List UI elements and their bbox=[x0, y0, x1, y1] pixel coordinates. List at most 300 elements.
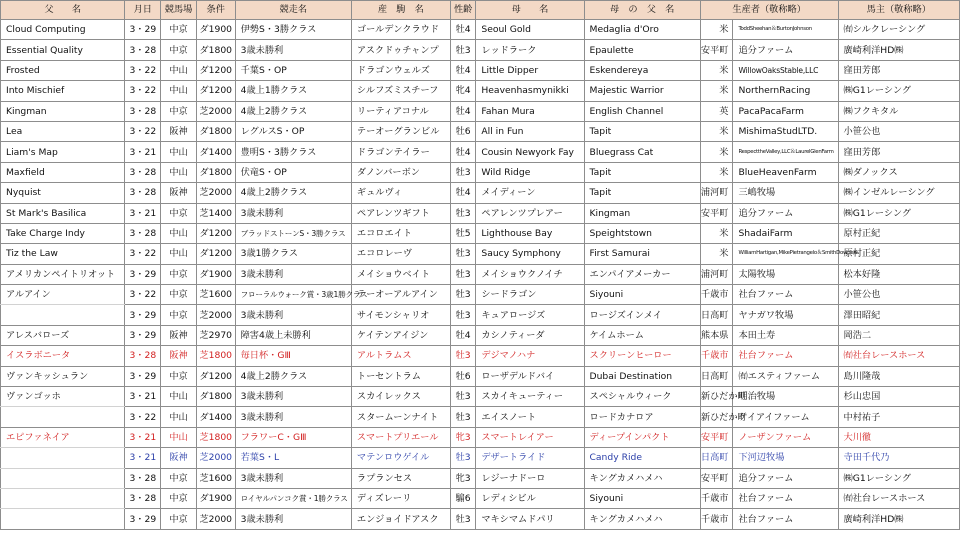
race-name-cell: レグルスS・OP bbox=[235, 121, 351, 141]
condition-cell: 芝1800 bbox=[196, 346, 235, 366]
dam-sire-cell: ケイムホーム bbox=[584, 325, 700, 345]
sex-age-cell: 牝3 bbox=[450, 427, 476, 447]
breeder-cell: 社台ファーム bbox=[733, 509, 838, 529]
owner-cell: ㈱インゼルレーシング bbox=[838, 183, 959, 203]
region-cell: 千歳市 bbox=[700, 509, 733, 529]
region-cell: 英 bbox=[700, 101, 733, 121]
dam-sire-cell: キングカメハメハ bbox=[584, 509, 700, 529]
region-cell: 浦河町 bbox=[700, 183, 733, 203]
sire-cell: Take Charge Indy bbox=[1, 223, 125, 243]
date-cell: 3・28 bbox=[125, 162, 161, 182]
region-cell: 米 bbox=[700, 142, 733, 162]
track-cell: 中京 bbox=[161, 264, 197, 284]
table-row bbox=[1, 468, 960, 488]
track-cell: 中京 bbox=[161, 101, 197, 121]
condition-cell: 芝2970 bbox=[196, 325, 235, 345]
sex-age-cell: 騸6 bbox=[450, 488, 476, 508]
track-cell: 阪神 bbox=[161, 448, 197, 468]
sex-age-cell: 牡4 bbox=[450, 142, 476, 162]
owner-cell: 大川徹 bbox=[838, 427, 959, 447]
breeder-cell: BlueHeavenFarm bbox=[733, 162, 838, 182]
date-cell: 3・29 bbox=[125, 305, 161, 325]
condition-cell: 芝2000 bbox=[196, 183, 235, 203]
breeder-cell: ヤナガワ牧場 bbox=[733, 305, 838, 325]
sex-age-cell: 牡4 bbox=[450, 60, 476, 80]
horse-name-cell: アスクドゥチャンプ bbox=[351, 40, 450, 60]
dam-sire-cell: Medaglia d'Oro bbox=[584, 20, 700, 40]
track-cell: 中山 bbox=[161, 427, 197, 447]
header-dam: 母 名 bbox=[476, 1, 584, 20]
owner-cell: 寺田千代乃 bbox=[838, 448, 959, 468]
table-row bbox=[1, 387, 960, 407]
race-name-cell: 4歳上2勝クラス bbox=[235, 101, 351, 121]
sire-cell: Kingman bbox=[1, 101, 125, 121]
dam-name-cell: All in Fun bbox=[476, 121, 584, 141]
breeder-cell: WillowOaksStable,LLC bbox=[733, 60, 838, 80]
breeder-cell: WilliamHartigan,MikePietrangelo＆SmithDowners bbox=[733, 244, 838, 264]
header-owner: 馬主（敬称略） bbox=[838, 1, 959, 20]
dam-sire-cell: ディープインパクト bbox=[584, 427, 700, 447]
track-cell: 阪神 bbox=[161, 346, 197, 366]
condition-cell: ダ1900 bbox=[196, 20, 235, 40]
horse-name-cell: ギュルヴィ bbox=[351, 183, 450, 203]
race-name-cell: 豊明S・3勝クラス bbox=[235, 142, 351, 162]
race-name-cell: 伊勢S・3勝クラス bbox=[235, 20, 351, 40]
header-horse: 産 駒 名 bbox=[351, 1, 450, 20]
region-cell: 米 bbox=[700, 121, 733, 141]
race-name-cell: 3歳未勝利 bbox=[235, 305, 351, 325]
owner-cell: 窪田芳郎 bbox=[838, 142, 959, 162]
condition-cell: 芝2000 bbox=[196, 101, 235, 121]
track-cell: 中京 bbox=[161, 285, 197, 305]
condition-cell: ダ1200 bbox=[196, 60, 235, 80]
dam-name-cell: スマートレイアー bbox=[476, 427, 584, 447]
sex-age-cell: 牡5 bbox=[450, 223, 476, 243]
dam-sire-cell: Bluegrass Cat bbox=[584, 142, 700, 162]
region-cell: 米 bbox=[700, 223, 733, 243]
owner-cell: ㈱G1レーシング bbox=[838, 468, 959, 488]
region-cell: 熊本県 bbox=[700, 325, 733, 345]
region-cell: 米 bbox=[700, 81, 733, 101]
race-name-cell: 4歳上2勝クラス bbox=[235, 366, 351, 386]
dam-sire-cell: スクリーンヒーロー bbox=[584, 346, 700, 366]
header-dam-sire: 母 の 父 名 bbox=[584, 1, 700, 20]
date-cell: 3・28 bbox=[125, 40, 161, 60]
sex-age-cell: 牡6 bbox=[450, 366, 476, 386]
dam-name-cell: Seoul Gold bbox=[476, 20, 584, 40]
region-cell: 安平町 bbox=[700, 40, 733, 60]
table-row bbox=[1, 366, 960, 386]
dam-sire-cell: Dubai Destination bbox=[584, 366, 700, 386]
breeder-cell: MishimaStudLTD. bbox=[733, 121, 838, 141]
dam-sire-cell: Tapit bbox=[584, 162, 700, 182]
region-cell: 日高町 bbox=[700, 366, 733, 386]
track-cell: 中山 bbox=[161, 60, 197, 80]
sire-cell bbox=[1, 305, 125, 325]
date-cell: 3・28 bbox=[125, 101, 161, 121]
region-cell: 米 bbox=[700, 20, 733, 40]
date-cell: 3・28 bbox=[125, 223, 161, 243]
dam-sire-cell: Tapit bbox=[584, 183, 700, 203]
owner-cell: 中村祐子 bbox=[838, 407, 959, 427]
dam-name-cell: レジーナドーロ bbox=[476, 468, 584, 488]
dam-name-cell: マキシマムドパリ bbox=[476, 509, 584, 529]
track-cell: 阪神 bbox=[161, 183, 197, 203]
horse-name-cell: エコロレーヴ bbox=[351, 244, 450, 264]
dam-sire-cell: Eskendereya bbox=[584, 60, 700, 80]
date-cell: 3・22 bbox=[125, 121, 161, 141]
dam-name-cell: Fahan Mura bbox=[476, 101, 584, 121]
owner-cell: 小笹公也 bbox=[838, 285, 959, 305]
sex-age-cell: 牡3 bbox=[450, 407, 476, 427]
owner-cell: ㈱ダノックス bbox=[838, 162, 959, 182]
track-cell: 中京 bbox=[161, 305, 197, 325]
dam-sire-cell: Majestic Warrior bbox=[584, 81, 700, 101]
race-name-cell: 千葉S・OP bbox=[235, 60, 351, 80]
date-cell: 3・21 bbox=[125, 142, 161, 162]
owner-cell: ㈲社台レースホース bbox=[838, 488, 959, 508]
race-name-cell: 3歳未勝利 bbox=[235, 468, 351, 488]
horse-name-cell: テーオーアルアイン bbox=[351, 285, 450, 305]
sex-age-cell: 牡4 bbox=[450, 101, 476, 121]
sex-age-cell: 牝3 bbox=[450, 468, 476, 488]
owner-cell: 廣崎利洋HD㈱ bbox=[838, 40, 959, 60]
table-row bbox=[1, 305, 960, 325]
horse-name-cell: ドラゴンウェルズ bbox=[351, 60, 450, 80]
owner-cell: 島川隆哉 bbox=[838, 366, 959, 386]
dam-sire-cell: Speightstown bbox=[584, 223, 700, 243]
race-name-cell: 3歳未勝利 bbox=[235, 387, 351, 407]
header-sire: 父 名 bbox=[1, 1, 125, 20]
sex-age-cell: 牡4 bbox=[450, 325, 476, 345]
race-name-cell: ブラッドストーンS・3勝クラス bbox=[235, 223, 351, 243]
region-cell: 米 bbox=[700, 244, 733, 264]
table-row bbox=[1, 223, 960, 243]
horse-name-cell: ドラゴンテイラー bbox=[351, 142, 450, 162]
sire-cell bbox=[1, 488, 125, 508]
dam-name-cell: ローザデルドバイ bbox=[476, 366, 584, 386]
dam-sire-cell: キングカメハメハ bbox=[584, 468, 700, 488]
owner-cell: 小笹公也 bbox=[838, 121, 959, 141]
date-cell: 3・28 bbox=[125, 183, 161, 203]
sire-cell: アレスバローズ bbox=[1, 325, 125, 345]
sex-age-cell: 牡3 bbox=[450, 305, 476, 325]
race-name-cell: 4歳上2勝クラス bbox=[235, 183, 351, 203]
sire-cell bbox=[1, 509, 125, 529]
dam-name-cell: メイディーン bbox=[476, 183, 584, 203]
sire-cell: アメリカンペイトリオット bbox=[1, 264, 125, 284]
date-cell: 3・22 bbox=[125, 244, 161, 264]
dam-name-cell: スカイキューティー bbox=[476, 387, 584, 407]
track-cell: 阪神 bbox=[161, 121, 197, 141]
header-row bbox=[1, 1, 960, 20]
dam-name-cell: メイショウクノイチ bbox=[476, 264, 584, 284]
sire-cell: Frosted bbox=[1, 60, 125, 80]
breeder-cell: 三嶋牧場 bbox=[733, 183, 838, 203]
track-cell: 中山 bbox=[161, 244, 197, 264]
table-row bbox=[1, 244, 960, 264]
sire-cell: イスラボニータ bbox=[1, 346, 125, 366]
condition-cell: ダ1900 bbox=[196, 488, 235, 508]
date-cell: 3・28 bbox=[125, 346, 161, 366]
sire-cell: Maxfield bbox=[1, 162, 125, 182]
dam-name-cell: ペアレンツプレアー bbox=[476, 203, 584, 223]
header-condition: 条件 bbox=[196, 1, 235, 20]
race-name-cell: 3歳1勝クラス bbox=[235, 244, 351, 264]
owner-cell: 松本好隆 bbox=[838, 264, 959, 284]
dam-sire-cell: ロードカナロア bbox=[584, 407, 700, 427]
sex-age-cell: 牡4 bbox=[450, 183, 476, 203]
table-row bbox=[1, 325, 960, 345]
region-cell: 安平町 bbox=[700, 203, 733, 223]
dam-sire-cell: Siyouni bbox=[584, 488, 700, 508]
dam-sire-cell: English Channel bbox=[584, 101, 700, 121]
condition-cell: 芝1600 bbox=[196, 285, 235, 305]
date-cell: 3・22 bbox=[125, 60, 161, 80]
race-name-cell: 3歳未勝利 bbox=[235, 509, 351, 529]
table-row bbox=[1, 264, 960, 284]
dam-name-cell: Wild Ridge bbox=[476, 162, 584, 182]
dam-name-cell: レディシビル bbox=[476, 488, 584, 508]
table-row bbox=[1, 101, 960, 121]
region-cell: 千歳市 bbox=[700, 346, 733, 366]
dam-name-cell: Heavenhasmynikki bbox=[476, 81, 584, 101]
condition-cell: ダ1800 bbox=[196, 387, 235, 407]
date-cell: 3・28 bbox=[125, 468, 161, 488]
condition-cell: ダ1200 bbox=[196, 366, 235, 386]
dam-sire-cell: ロージズインメイ bbox=[584, 305, 700, 325]
dam-name-cell: Lighthouse Bay bbox=[476, 223, 584, 243]
horse-name-cell: シルフズミスチーフ bbox=[351, 81, 450, 101]
table-row bbox=[1, 142, 960, 162]
track-cell: 中山 bbox=[161, 223, 197, 243]
header-track: 競馬場 bbox=[161, 1, 197, 20]
date-cell: 3・22 bbox=[125, 81, 161, 101]
sire-cell: アルアイン bbox=[1, 285, 125, 305]
sire-cell bbox=[1, 407, 125, 427]
date-cell: 3・29 bbox=[125, 366, 161, 386]
track-cell: 阪神 bbox=[161, 325, 197, 345]
breeder-cell: 社台ファーム bbox=[733, 488, 838, 508]
owner-cell: ㈲シルクレーシング bbox=[838, 20, 959, 40]
race-name-cell: フローラルウォーク賞・3歳1勝クラス bbox=[235, 285, 351, 305]
horse-name-cell: リーティアコナル bbox=[351, 101, 450, 121]
horse-name-cell: スカイレックス bbox=[351, 387, 450, 407]
sex-age-cell: 牡6 bbox=[450, 121, 476, 141]
sire-cell: Essential Quality bbox=[1, 40, 125, 60]
dam-name-cell: Cousin Newyork Fay bbox=[476, 142, 584, 162]
horse-name-cell: スタームーンナイト bbox=[351, 407, 450, 427]
breeder-cell: 太陽牧場 bbox=[733, 264, 838, 284]
dam-sire-cell: Epaulette bbox=[584, 40, 700, 60]
table-row bbox=[1, 346, 960, 366]
table-row bbox=[1, 488, 960, 508]
dam-sire-cell: Kingman bbox=[584, 203, 700, 223]
sire-cell: ヴァンゴッホ bbox=[1, 387, 125, 407]
table-row bbox=[1, 183, 960, 203]
horse-name-cell: アルトラムス bbox=[351, 346, 450, 366]
condition-cell: ダ1400 bbox=[196, 142, 235, 162]
condition-cell: 芝2000 bbox=[196, 448, 235, 468]
dam-name-cell: カシノティーダ bbox=[476, 325, 584, 345]
track-cell: 中山 bbox=[161, 142, 197, 162]
header-date: 月日 bbox=[125, 1, 161, 20]
dam-sire-cell: Candy Ride bbox=[584, 448, 700, 468]
race-name-cell: 3歳未勝利 bbox=[235, 203, 351, 223]
track-cell: 中京 bbox=[161, 20, 197, 40]
track-cell: 中山 bbox=[161, 81, 197, 101]
condition-cell: ダ1200 bbox=[196, 244, 235, 264]
date-cell: 3・29 bbox=[125, 509, 161, 529]
sex-age-cell: 牡3 bbox=[450, 346, 476, 366]
race-name-cell: 障害4歳上未勝利 bbox=[235, 325, 351, 345]
breeder-cell: 追分ファーム bbox=[733, 203, 838, 223]
sire-cell: ヴァンキッシュラン bbox=[1, 366, 125, 386]
breeder-cell: ShadaiFarm bbox=[733, 223, 838, 243]
sex-age-cell: 牡3 bbox=[450, 387, 476, 407]
region-cell: 千歳市 bbox=[700, 488, 733, 508]
dam-sire-cell: Tapit bbox=[584, 121, 700, 141]
horse-name-cell: ペアレンツギフト bbox=[351, 203, 450, 223]
sire-cell: Lea bbox=[1, 121, 125, 141]
date-cell: 3・29 bbox=[125, 264, 161, 284]
owner-cell: 窪田芳郎 bbox=[838, 60, 959, 80]
dam-sire-cell: スペシャルウィーク bbox=[584, 387, 700, 407]
dam-name-cell: Saucy Symphony bbox=[476, 244, 584, 264]
condition-cell: 芝2000 bbox=[196, 509, 235, 529]
sire-cell bbox=[1, 468, 125, 488]
sex-age-cell: 牡3 bbox=[450, 162, 476, 182]
breeder-cell: 社台ファーム bbox=[733, 285, 838, 305]
sex-age-cell: 牝4 bbox=[450, 81, 476, 101]
region-cell: 日高町 bbox=[700, 305, 733, 325]
breeder-cell: 明治牧場 bbox=[733, 387, 838, 407]
race-name-cell: フラワーC・GⅢ bbox=[235, 427, 351, 447]
sire-cell: Nyquist bbox=[1, 183, 125, 203]
breeder-cell: 追分ファーム bbox=[733, 468, 838, 488]
track-cell: 中山 bbox=[161, 387, 197, 407]
owner-cell: ㈱G1レーシング bbox=[838, 203, 959, 223]
sex-age-cell: 牡3 bbox=[450, 509, 476, 529]
dam-name-cell: レッドラーク bbox=[476, 40, 584, 60]
owner-cell: 原村正紀 bbox=[838, 223, 959, 243]
region-cell: 日高町 bbox=[700, 448, 733, 468]
horse-name-cell: スマートプリエール bbox=[351, 427, 450, 447]
sex-age-cell: 牡3 bbox=[450, 448, 476, 468]
condition-cell: 芝2000 bbox=[196, 305, 235, 325]
race-name-cell: 3歳未勝利 bbox=[235, 407, 351, 427]
race-name-cell: 3歳未勝利 bbox=[235, 264, 351, 284]
horse-name-cell: ゴールデンクラウド bbox=[351, 20, 450, 40]
sire-cell: St Mark's Basilica bbox=[1, 203, 125, 223]
condition-cell: ダ1800 bbox=[196, 121, 235, 141]
region-cell: 千歳市 bbox=[700, 285, 733, 305]
region-cell: 米 bbox=[700, 162, 733, 182]
horse-name-cell: メイショウベイト bbox=[351, 264, 450, 284]
sire-cell: Liam's Map bbox=[1, 142, 125, 162]
track-cell: 中京 bbox=[161, 40, 197, 60]
track-cell: 中京 bbox=[161, 203, 197, 223]
table-row bbox=[1, 121, 960, 141]
region-cell: 新ひだか町 bbox=[700, 387, 733, 407]
table-row bbox=[1, 162, 960, 182]
date-cell: 3・21 bbox=[125, 448, 161, 468]
race-name-cell: 3歳未勝利 bbox=[235, 40, 351, 60]
region-cell: 安平町 bbox=[700, 468, 733, 488]
date-cell: 3・21 bbox=[125, 427, 161, 447]
region-cell: 米 bbox=[700, 60, 733, 80]
owner-cell: ㈲社台レースホース bbox=[838, 346, 959, 366]
breeder-cell: 追分ファーム bbox=[733, 40, 838, 60]
table-row bbox=[1, 407, 960, 427]
date-cell: 3・28 bbox=[125, 488, 161, 508]
dam-name-cell: エイスノート bbox=[476, 407, 584, 427]
table-row bbox=[1, 20, 960, 40]
condition-cell: ダ1200 bbox=[196, 81, 235, 101]
condition-cell: 芝1800 bbox=[196, 427, 235, 447]
condition-cell: ダ1800 bbox=[196, 40, 235, 60]
breeder-cell: ToddSheehan＆BurtonJohnson bbox=[733, 20, 838, 40]
sire-cell bbox=[1, 448, 125, 468]
header-race: 競走名 bbox=[235, 1, 351, 20]
sire-cell: エピファネイア bbox=[1, 427, 125, 447]
race-name-cell: ロイヤルパンコク賞・1勝クラス bbox=[235, 488, 351, 508]
table-row bbox=[1, 427, 960, 447]
horse-name-cell: マテンロウゲイル bbox=[351, 448, 450, 468]
date-cell: 3・29 bbox=[125, 20, 161, 40]
horse-name-cell: サイモンシャリオ bbox=[351, 305, 450, 325]
region-cell: 新ひだか町 bbox=[700, 407, 733, 427]
breeder-cell: ノーザンファーム bbox=[733, 427, 838, 447]
horse-name-cell: テーオーグランビル bbox=[351, 121, 450, 141]
table-row bbox=[1, 203, 960, 223]
condition-cell: ダ1800 bbox=[196, 162, 235, 182]
owner-cell: 原村正紀 bbox=[838, 244, 959, 264]
horse-name-cell: ラプランセス bbox=[351, 468, 450, 488]
horse-name-cell: ダノンバーボン bbox=[351, 162, 450, 182]
table-row bbox=[1, 285, 960, 305]
breeder-cell: 下河辺牧場 bbox=[733, 448, 838, 468]
dam-name-cell: デジマノハナ bbox=[476, 346, 584, 366]
dam-sire-cell: First Samurai bbox=[584, 244, 700, 264]
breeder-cell: ケイアイファーム bbox=[733, 407, 838, 427]
dam-name-cell: Little Dipper bbox=[476, 60, 584, 80]
dam-name-cell: デザートライド bbox=[476, 448, 584, 468]
date-cell: 3・22 bbox=[125, 285, 161, 305]
track-cell: 中山 bbox=[161, 162, 197, 182]
track-cell: 中京 bbox=[161, 366, 197, 386]
breeder-cell: ㈲エスティファーム bbox=[733, 366, 838, 386]
date-cell: 3・22 bbox=[125, 407, 161, 427]
horse-name-cell: エコロエイト bbox=[351, 223, 450, 243]
dam-name-cell: シードラゴン bbox=[476, 285, 584, 305]
region-cell: 浦河町 bbox=[700, 264, 733, 284]
header-sex-age: 性齢 bbox=[450, 1, 476, 20]
table-row bbox=[1, 60, 960, 80]
sex-age-cell: 牡3 bbox=[450, 203, 476, 223]
region-cell: 安平町 bbox=[700, 427, 733, 447]
condition-cell: ダ1400 bbox=[196, 407, 235, 427]
track-cell: 中京 bbox=[161, 509, 197, 529]
sire-cell: Cloud Computing bbox=[1, 20, 125, 40]
table-row bbox=[1, 509, 960, 529]
owner-cell: 杉山忠国 bbox=[838, 387, 959, 407]
race-name-cell: 若葉S・L bbox=[235, 448, 351, 468]
track-cell: 中京 bbox=[161, 468, 197, 488]
sex-age-cell: 牡3 bbox=[450, 244, 476, 264]
condition-cell: ダ1200 bbox=[196, 223, 235, 243]
table-row bbox=[1, 40, 960, 60]
